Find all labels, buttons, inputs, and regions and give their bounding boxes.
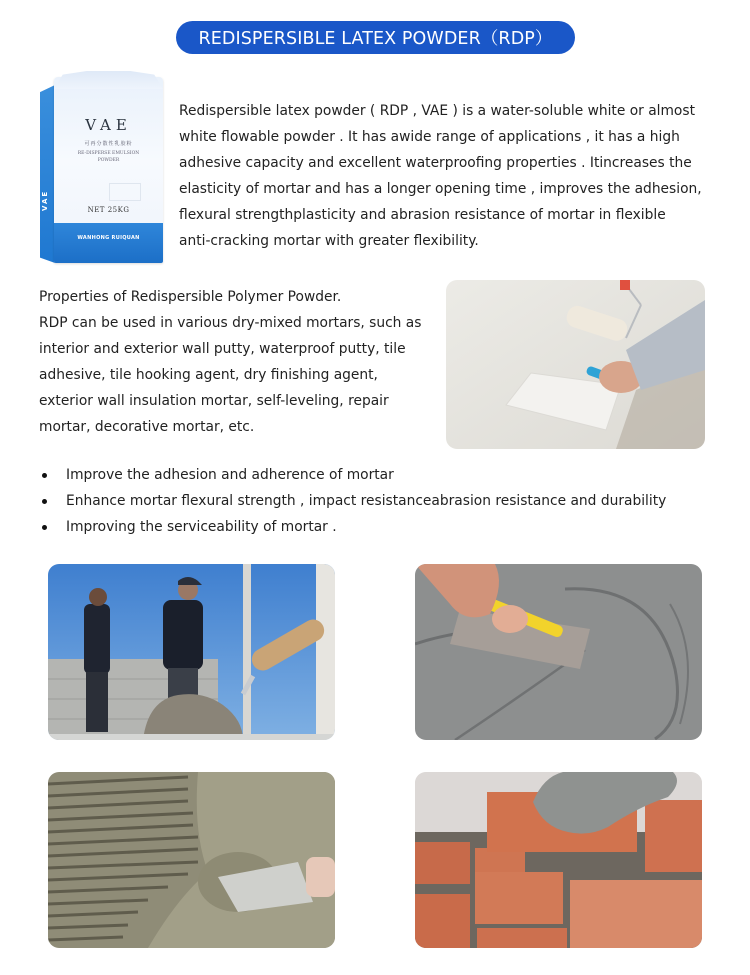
properties-heading: Properties of Redispersible Polymer Powder. (39, 289, 342, 305)
benefit-item (42, 462, 722, 488)
intro-line: flexural strengthplasticity and abrasion resistance of mortar in flexible (179, 207, 666, 223)
bricklaying-photo (415, 772, 702, 948)
wall-adhesive-photo (48, 772, 335, 948)
product-bag-image (37, 71, 167, 264)
benefits-list (42, 462, 722, 540)
bag-chinese-label: 可再分散性乳胶粉 (84, 141, 133, 147)
bullet-icon (42, 525, 47, 530)
bullet-icon (42, 499, 47, 504)
bag-top-seal (54, 71, 163, 89)
bag-english-label (54, 150, 163, 164)
bag-brand-band (54, 223, 163, 263)
benefit-text: Improving the serviceability of mortar . (66, 519, 337, 535)
benefit-text: Improve the adhesion and adherence of mortar (66, 467, 394, 483)
roller-trowel-photo (446, 280, 705, 449)
bag-product-name: VAE (85, 116, 132, 134)
bag-label-box (109, 183, 141, 201)
bullet-icon (42, 473, 47, 478)
bag-brand-name: WANHONG RUIQUAN (77, 235, 140, 241)
benefit-item (42, 514, 722, 540)
intro-line: anti-cracking mortar with greater flexibility. (179, 233, 479, 249)
properties-line: mortar, decorative mortar, etc. (39, 419, 255, 435)
intro-line: Redispersible latex powder ( RDP , VAE ) is a water-soluble white or almost (179, 103, 695, 119)
page-title: REDISPERSIBLE LATEX POWDER（RDP） (198, 29, 553, 49)
properties-line: RDP can be used in various dry-mixed mortars, such as (39, 315, 422, 331)
properties-line: interior and exterior wall putty, waterproof putty, tile (39, 341, 406, 357)
benefit-item (42, 488, 722, 514)
page-title-banner (176, 21, 575, 54)
intro-line: white flowable powder . It has awide range of applications , it has a high (179, 129, 680, 145)
bag-net-weight: NET 25KG (87, 206, 130, 214)
intro-paragraph (179, 98, 724, 254)
properties-line: adhesive, tile hooking agent, dry finishing agent, (39, 367, 378, 383)
workers-photo (48, 564, 335, 740)
benefit-text: Enhance mortar flexural strength , impact resistanceabrasion resistance and durability (66, 493, 667, 509)
bag-side-panel (40, 85, 55, 263)
intro-line: adhesive capacity and excellent waterproofing properties . Itincreases the (179, 155, 692, 171)
intro-line: elasticity of mortar and has a longer opening time , improves the adhesion, (179, 181, 702, 197)
bag-english-line-2: POWDER (97, 158, 120, 163)
properties-section (39, 284, 439, 440)
properties-line: exterior wall insulation mortar, self-leveling, repair (39, 393, 389, 409)
floor-trowel-photo (415, 564, 702, 740)
bag-side-label: VAE (41, 189, 49, 211)
bag-english-line-1: RE-DISPERSE EMULSION (77, 151, 140, 156)
